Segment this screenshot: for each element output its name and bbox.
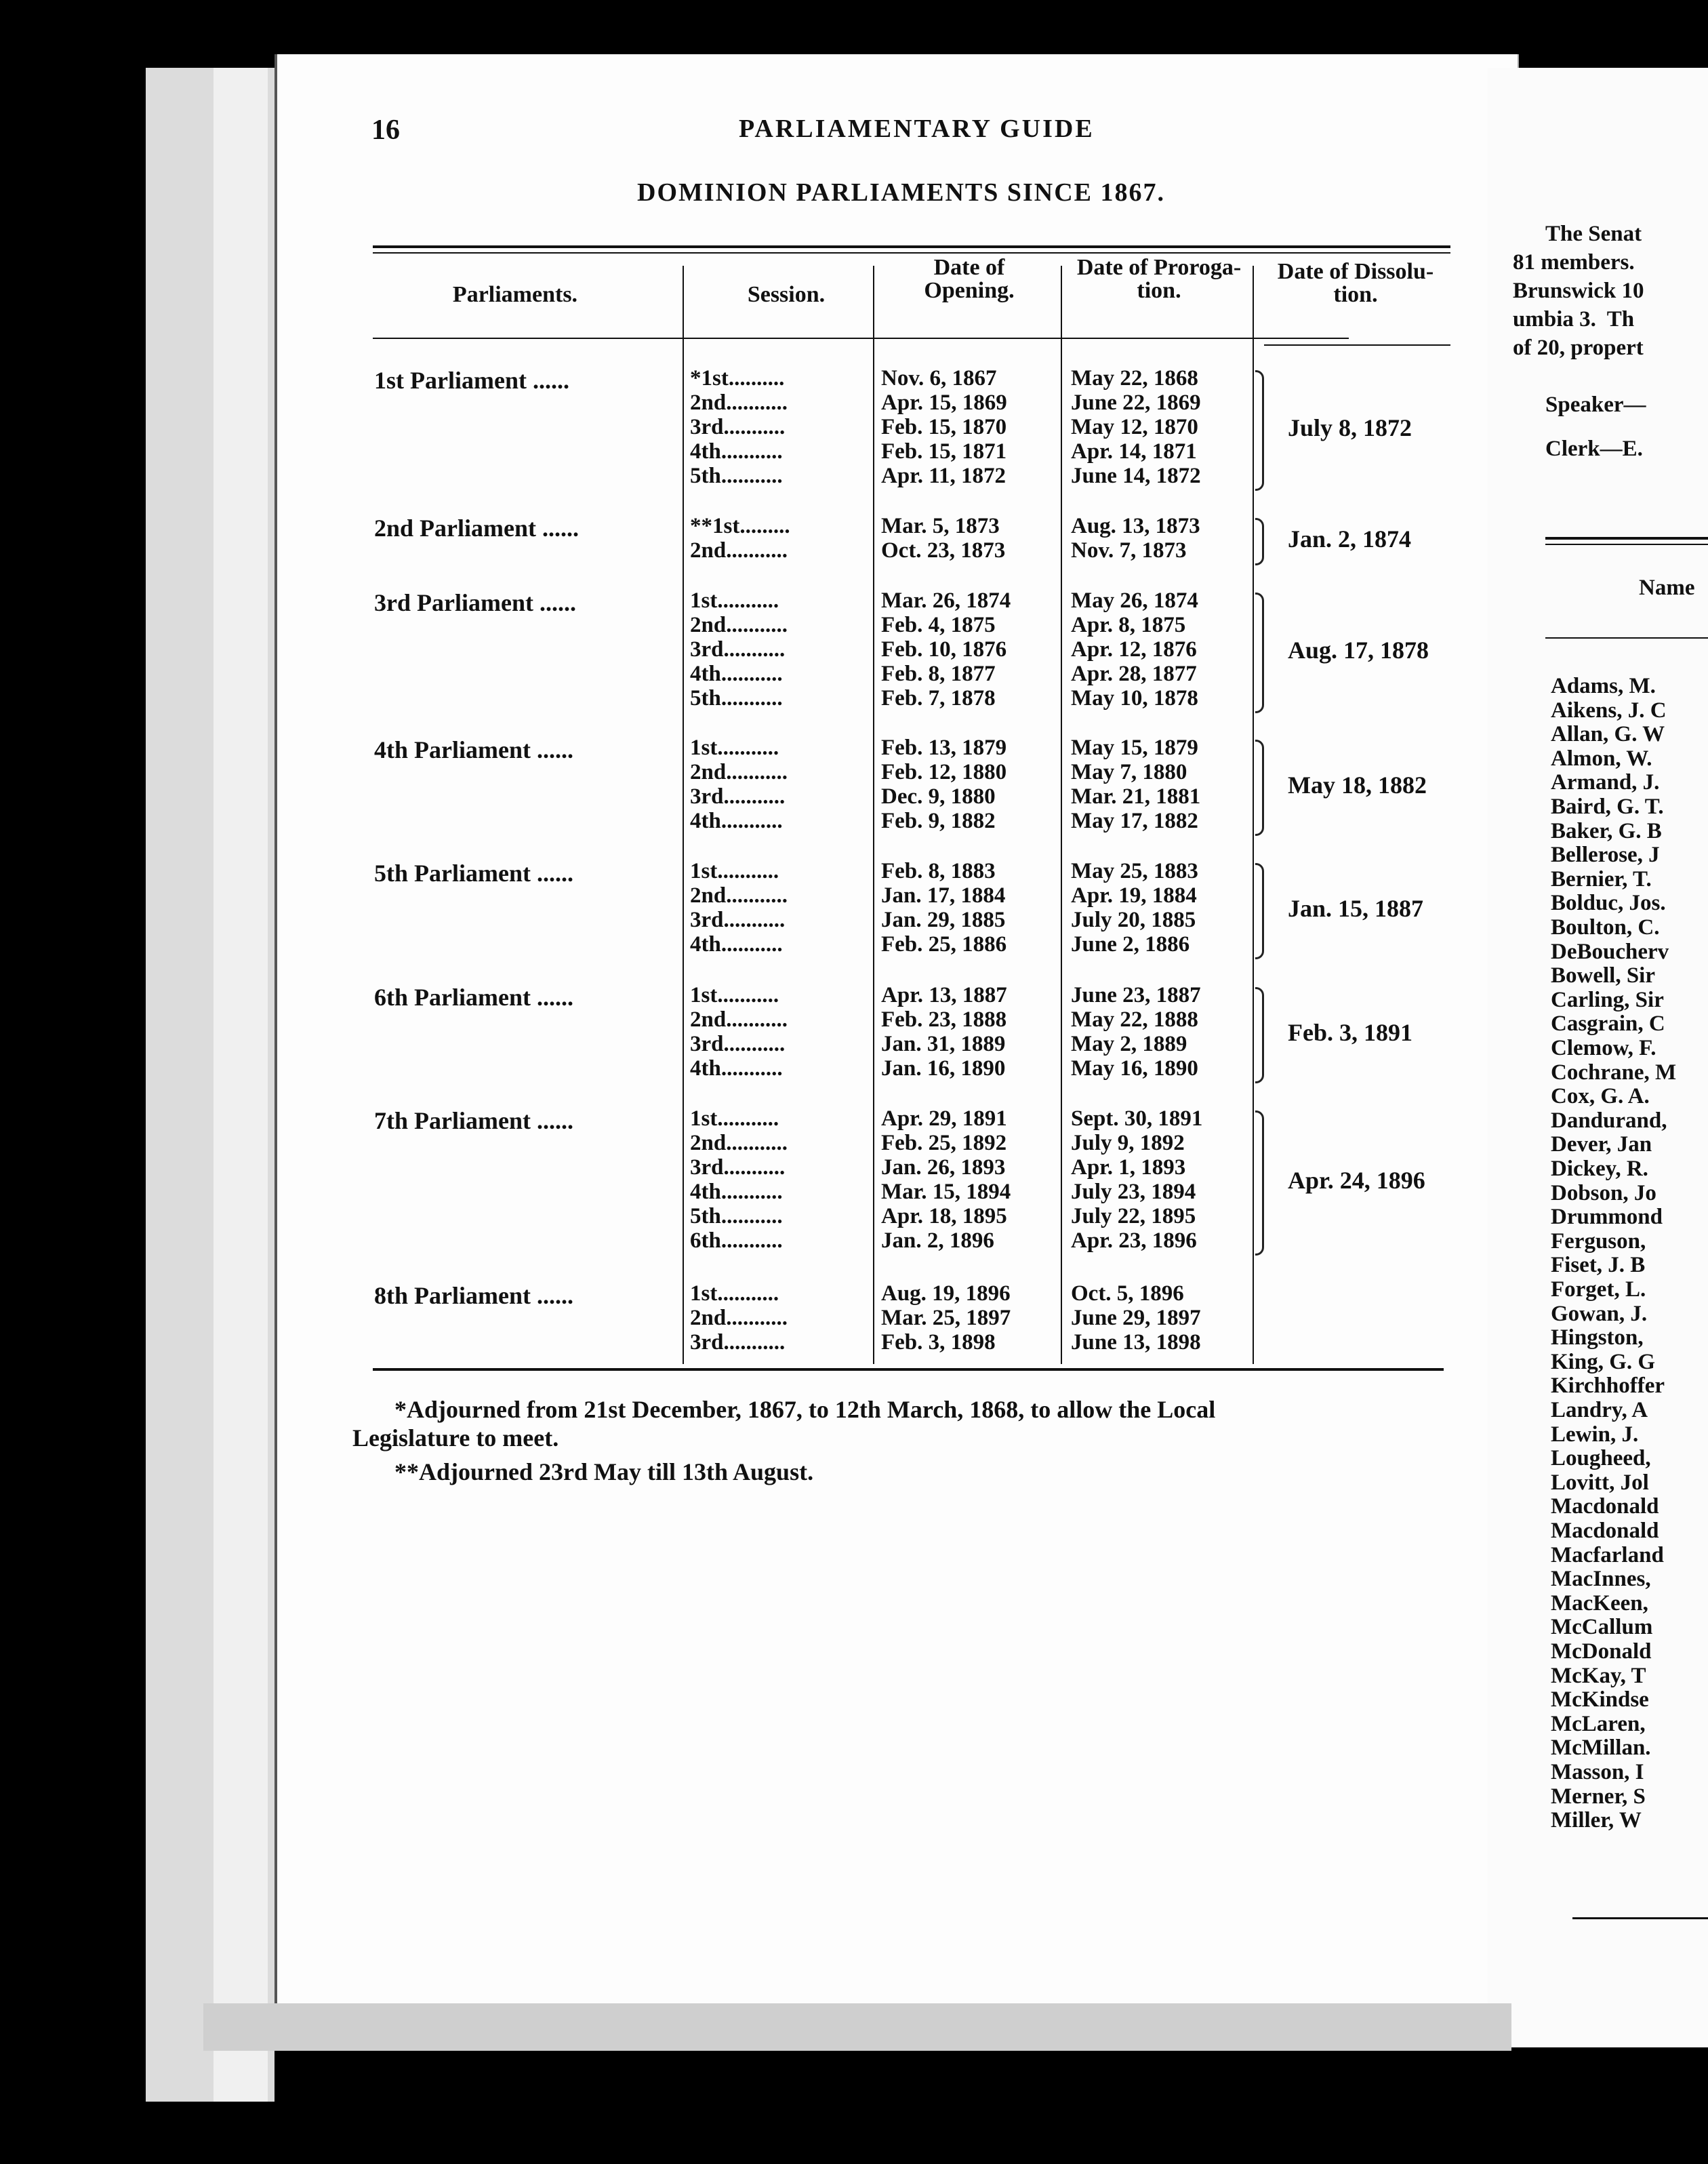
senator-name: Carling, Sir (1551, 987, 1664, 1012)
senator-name: MacKeen, (1551, 1590, 1648, 1616)
senator-name: Merner, S (1551, 1784, 1646, 1809)
opening-date-cell: Mar. 26, 1874 (881, 588, 1011, 613)
opening-date-cell: Feb. 7, 1878 (881, 686, 996, 710)
session-cell: 6th........... (690, 1228, 783, 1253)
prorogation-date-cell: Apr. 1, 1893 (1071, 1155, 1186, 1180)
session-cell: 2nd........... (690, 883, 788, 908)
senate-intro-line: of 20, propert (1513, 336, 1644, 360)
footnote-1-line-1: *Adjourned from 21st December, 1867, to 12th March, 1868, to allow the Local (394, 1396, 1216, 1423)
session-cell: 5th........... (690, 1204, 783, 1228)
session-brace (1255, 593, 1264, 713)
dissolution-date: Apr. 24, 1896 (1288, 1167, 1425, 1194)
col-header-prorogation: Date of Proroga-tion. (1076, 255, 1242, 303)
senator-name: Bernier, T. (1551, 866, 1652, 891)
opening-date-cell: Mar. 5, 1873 (881, 514, 1000, 538)
opening-date-cell: Apr. 13, 1887 (881, 983, 1007, 1007)
session-cell: 1st........... (690, 736, 779, 760)
senator-name: Kirchhoffer (1551, 1374, 1665, 1399)
session-cell: 5th........... (690, 464, 783, 488)
parliament-name: 8th Parliament ...... (374, 1282, 573, 1309)
prorogation-date-cell: Aug. 13, 1873 (1071, 514, 1200, 538)
right-page-rule (1545, 544, 1708, 545)
prorogation-date-cell: Apr. 12, 1876 (1071, 637, 1197, 662)
senator-name: MacInnes, (1551, 1567, 1651, 1592)
prorogation-date-cell: May 16, 1890 (1071, 1056, 1198, 1081)
opening-date-cell: Jan. 2, 1896 (881, 1228, 994, 1253)
session-cell: 1st........... (690, 983, 779, 1007)
session-cell: 2nd........... (690, 390, 788, 415)
senator-name: Lewin, J. (1551, 1422, 1639, 1447)
opening-date-cell: Oct. 23, 1873 (881, 538, 1006, 563)
prorogation-date-cell: May 25, 1883 (1071, 859, 1198, 883)
session-brace (1255, 1110, 1264, 1256)
senator-name: Drummond (1551, 1205, 1663, 1230)
senator-name: Ferguson, (1551, 1228, 1646, 1254)
prorogation-date-cell: Apr. 28, 1877 (1071, 662, 1197, 686)
col-divider-3 (1061, 266, 1062, 1364)
footnote-2: **Adjourned 23rd May till 13th August. (394, 1458, 814, 1485)
session-cell: 2nd........... (690, 1131, 788, 1155)
table-top-rule (373, 245, 1450, 248)
prorogation-date-cell: July 9, 1892 (1071, 1131, 1185, 1155)
prorogation-date-cell: May 22, 1868 (1071, 366, 1198, 390)
opening-date-cell: Apr. 18, 1895 (881, 1204, 1007, 1228)
prorogation-date-cell: June 14, 1872 (1071, 464, 1201, 488)
session-cell: 2nd........... (690, 1306, 788, 1330)
session-cell: 1st........... (690, 1281, 779, 1306)
session-cell: 3rd........... (690, 784, 786, 809)
dissolution-date: May 18, 1882 (1288, 772, 1427, 799)
senator-name: DeBoucherv (1551, 939, 1669, 964)
parliament-name: 5th Parliament ...... (374, 860, 573, 887)
opening-date-cell: Apr. 29, 1891 (881, 1106, 1007, 1131)
senator-name: Lougheed, (1551, 1446, 1651, 1471)
opening-date-cell: Feb. 12, 1880 (881, 760, 1007, 784)
senator-name: Baird, G. T. (1551, 795, 1664, 819)
senator-name: Bolduc, Jos. (1551, 891, 1666, 916)
opening-date-cell: Feb. 4, 1875 (881, 613, 996, 637)
opening-date-cell: Feb. 3, 1898 (881, 1330, 996, 1355)
prorogation-date-cell: June 22, 1869 (1071, 390, 1201, 415)
session-cell: 3rd........... (690, 637, 786, 662)
opening-date-cell: Dec. 9, 1880 (881, 784, 996, 809)
senator-name: Cox, G. A. (1551, 1084, 1650, 1109)
col-header-dissolution: Date of Dissolu-tion. (1277, 259, 1434, 307)
senator-name: Landry, A (1551, 1398, 1648, 1422)
running-title: PARLIAMENTARY GUIDE (739, 115, 1095, 143)
senator-name: McDonald (1551, 1639, 1652, 1664)
opening-date-cell: Feb. 8, 1883 (881, 859, 996, 883)
session-cell: *1st.......... (690, 366, 785, 390)
dissolution-date: Feb. 3, 1891 (1288, 1019, 1412, 1046)
session-cell: 4th........... (690, 1056, 783, 1081)
opening-date-cell: Feb. 10, 1876 (881, 637, 1007, 662)
senate-intro-line: umbia 3. Th (1513, 307, 1635, 332)
session-cell: 3rd........... (690, 908, 786, 932)
dissolution-date: Aug. 17, 1878 (1288, 637, 1429, 664)
opening-date-cell: Jan. 29, 1885 (881, 908, 1006, 932)
prorogation-date-cell: Apr. 19, 1884 (1071, 883, 1197, 908)
speaker-line: Speaker— (1545, 393, 1646, 417)
parliament-name: 2nd Parliament ...... (374, 515, 579, 542)
session-cell: 4th........... (690, 932, 783, 957)
session-cell: **1st......... (690, 514, 790, 538)
prorogation-date-cell: June 2, 1886 (1071, 932, 1190, 957)
session-brace (1255, 987, 1264, 1083)
senate-intro-line: Brunswick 10 (1513, 279, 1644, 303)
session-cell: 2nd........... (690, 760, 788, 784)
col-divider-1 (683, 266, 684, 1364)
senator-name: McKay, T (1551, 1663, 1646, 1688)
senator-name: Masson, I (1551, 1760, 1644, 1784)
right-page-rule (1545, 637, 1708, 639)
prorogation-date-cell: June 23, 1887 (1071, 983, 1201, 1007)
prorogation-date-cell: May 10, 1878 (1071, 686, 1198, 710)
session-cell: 2nd........... (690, 1007, 788, 1032)
senator-name: Lovitt, Jol (1551, 1470, 1649, 1495)
table-top-rule-2 (373, 252, 1450, 254)
session-brace (1255, 740, 1264, 836)
prorogation-date-cell: Apr. 14, 1871 (1071, 439, 1197, 464)
col-header-session: Session. (747, 282, 826, 307)
senator-name: Hingston, (1551, 1325, 1644, 1350)
opening-date-cell: Jan. 31, 1889 (881, 1032, 1006, 1056)
opening-date-cell: Feb. 15, 1870 (881, 415, 1007, 439)
session-brace (1255, 370, 1264, 491)
prorogation-date-cell: May 17, 1882 (1071, 809, 1198, 833)
col-divider-4 (1253, 266, 1254, 1364)
opening-date-cell: Feb. 23, 1888 (881, 1007, 1007, 1032)
opening-date-cell: Jan. 17, 1884 (881, 883, 1006, 908)
senator-name: Dever, Jan (1551, 1132, 1652, 1157)
prorogation-date-cell: May 7, 1880 (1071, 760, 1187, 784)
footnote-1-line-2: Legislature to meet. (352, 1424, 559, 1451)
col-header-parliaments: Parliaments. (452, 282, 578, 307)
prorogation-date-cell: May 15, 1879 (1071, 736, 1198, 760)
session-cell: 2nd........... (690, 538, 788, 563)
senator-name: Dandurand, (1551, 1108, 1667, 1133)
session-brace (1255, 863, 1264, 959)
session-cell: 4th........... (690, 439, 783, 464)
session-cell: 5th........... (690, 686, 783, 710)
senator-name: McKindse (1551, 1687, 1649, 1712)
senator-name: Casgrain, C (1551, 1011, 1665, 1037)
right-page-rule (1572, 1917, 1708, 1919)
opening-date-cell: Jan. 16, 1890 (881, 1056, 1006, 1081)
session-cell: 4th........... (690, 1180, 783, 1204)
session-cell: 3rd........... (690, 415, 786, 439)
parliament-name: 6th Parliament ...... (374, 984, 573, 1011)
senator-name: Boulton, C. (1551, 915, 1660, 940)
prorogation-date-cell: July 23, 1894 (1071, 1180, 1196, 1204)
opening-date-cell: Apr. 15, 1869 (881, 390, 1007, 415)
session-cell: 1st........... (690, 588, 779, 613)
senator-name: Bowell, Sir (1551, 963, 1655, 988)
session-brace (1255, 518, 1264, 565)
senator-name: Forget, L. (1551, 1277, 1646, 1302)
senate-intro-line: The Senat (1545, 222, 1642, 246)
table-bottom-rule (373, 1368, 1444, 1371)
dissolution-date: Jan. 2, 1874 (1288, 525, 1412, 553)
senator-name: Adams, M. (1551, 674, 1656, 698)
opening-date-cell: Feb. 25, 1892 (881, 1131, 1007, 1155)
header-bottom-rule (373, 338, 1349, 339)
prorogation-date-cell: Apr. 23, 1896 (1071, 1228, 1197, 1253)
session-cell: 3rd........... (690, 1330, 786, 1355)
session-cell: 4th........... (690, 662, 783, 686)
prorogation-date-cell: May 22, 1888 (1071, 1007, 1198, 1032)
prorogation-date-cell: Nov. 7, 1873 (1071, 538, 1187, 563)
senator-name: Macdonald (1551, 1519, 1659, 1543)
opening-date-cell: Mar. 25, 1897 (881, 1306, 1011, 1330)
session-cell: 1st........... (690, 859, 779, 883)
right-page-rule (1545, 537, 1708, 540)
opening-date-cell: Jan. 26, 1893 (881, 1155, 1006, 1180)
senator-name: Miller, W (1551, 1808, 1642, 1833)
parliament-name: 3rd Parliament ...... (374, 589, 576, 616)
parliament-name: 1st Parliament ...... (374, 367, 569, 394)
senator-name: Gowan, J. (1551, 1301, 1648, 1326)
opening-date-cell: Feb. 25, 1886 (881, 932, 1007, 957)
senator-name: McCallum (1551, 1615, 1653, 1640)
dissolution-date: July 8, 1872 (1288, 414, 1412, 441)
senator-name: Bellerose, J (1551, 843, 1660, 868)
opening-date-cell: Mar. 15, 1894 (881, 1180, 1011, 1204)
session-cell: 3rd........... (690, 1032, 786, 1056)
col-divider-2 (873, 266, 874, 1364)
senator-name: Armand, J. (1551, 770, 1660, 795)
senator-name: Clemow, F. (1551, 1036, 1656, 1060)
prorogation-date-cell: May 26, 1874 (1071, 588, 1198, 613)
prorogation-date-cell: Mar. 21, 1881 (1071, 784, 1201, 809)
senator-name: Macdonald (1551, 1494, 1659, 1519)
senator-name: Macfarland (1551, 1542, 1664, 1567)
left-page-edge (146, 68, 274, 2102)
prorogation-date-cell: May 2, 1889 (1071, 1032, 1187, 1056)
senator-name: Aikens, J. C (1551, 698, 1667, 723)
session-cell: 3rd........... (690, 1155, 786, 1180)
prorogation-date-cell: June 13, 1898 (1071, 1330, 1201, 1355)
parliament-name: 4th Parliament ...... (374, 736, 573, 763)
session-cell: 1st........... (690, 1106, 779, 1131)
prorogation-date-cell: Oct. 5, 1896 (1071, 1281, 1184, 1306)
names-column-header: Name (1639, 576, 1695, 600)
session-cell: 2nd........... (690, 613, 788, 637)
senator-name: Almon, W. (1551, 746, 1652, 771)
prorogation-date-cell: Apr. 8, 1875 (1071, 613, 1186, 637)
col-header-opening: Date of Opening. (924, 255, 1015, 303)
prorogation-date-cell: July 22, 1895 (1071, 1204, 1196, 1228)
dissolution-date: Jan. 15, 1887 (1288, 895, 1424, 922)
opening-date-cell: Feb. 8, 1877 (881, 662, 996, 686)
senator-name: King, G. G (1551, 1349, 1656, 1374)
opening-date-cell: Feb. 9, 1882 (881, 809, 996, 833)
page-title: DOMINION PARLIAMENTS SINCE 1867. (637, 178, 1166, 207)
senator-name: Allan, G. W (1551, 722, 1665, 747)
parliament-name: 7th Parliament ...... (374, 1107, 573, 1134)
opening-date-cell: Feb. 13, 1879 (881, 736, 1007, 760)
opening-date-cell: Nov. 6, 1867 (881, 366, 997, 390)
page-number: 16 (371, 115, 400, 146)
prorogation-date-cell: May 12, 1870 (1071, 415, 1198, 439)
session-cell: 4th........... (690, 809, 783, 833)
senator-name: McMillan. (1551, 1736, 1651, 1761)
senator-name: Dobson, Jo (1551, 1180, 1656, 1205)
senator-name: Fiset, J. B (1551, 1253, 1646, 1278)
opening-date-cell: Apr. 11, 1872 (881, 464, 1006, 488)
opening-date-cell: Feb. 15, 1871 (881, 439, 1007, 464)
prorogation-date-cell: July 20, 1885 (1071, 908, 1196, 932)
senator-name: Baker, G. B (1551, 818, 1662, 843)
senator-name: Dickey, R. (1551, 1157, 1648, 1181)
senator-name: Cochrane, M (1551, 1060, 1677, 1085)
prorogation-date-cell: June 29, 1897 (1071, 1306, 1201, 1330)
clerk-line: Clerk—E. (1545, 437, 1643, 461)
header-bottom-rule-diss (1264, 344, 1450, 346)
opening-date-cell: Aug. 19, 1896 (881, 1281, 1011, 1306)
senator-name: McLaren, (1551, 1711, 1646, 1736)
senate-intro-line: 81 members. (1513, 250, 1635, 275)
page-bottom-edge (203, 2003, 1511, 2051)
prorogation-date-cell: Sept. 30, 1891 (1071, 1106, 1203, 1131)
